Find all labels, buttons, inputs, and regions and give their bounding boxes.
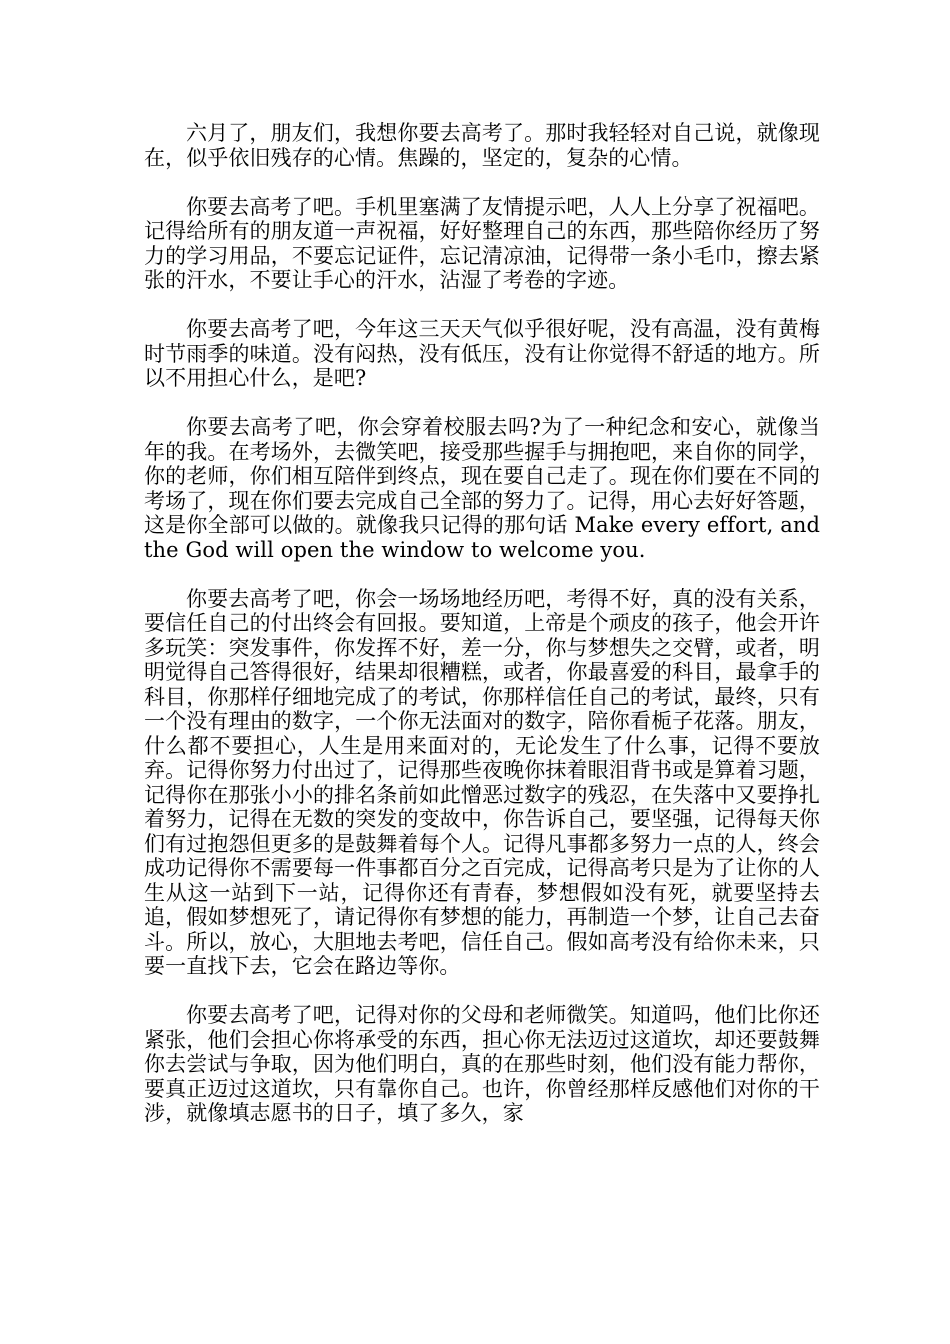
document-body	[144, 121, 820, 1126]
paragraph-2: 你要去高考了吧。手机里塞满了友情提示吧，人人上分享了祝福吧。记得给所有的朋友道一声祝福，好好整理自己的东西，那些陪你经历了努力的学习用品，不要忘记证件，忘记清凉油，记得带一条小毛巾，擦去紧张的汗水，不要让手心的汗水，沾湿了考卷的字迹。	[144, 194, 820, 292]
paragraph-4: 你要去高考了吧，你会穿着校服去吗?为了一种纪念和安心，就像当年的我。在考场外，去微笑吧，接受那些握手与拥抱吧，来自你的同学，你的老师，你们相互陪伴到终点，现在要自己走了。现在你们要在不同的考场了，现在你们要去完成自己全部的努力了。记得，用心去好好答题，这是你全部可以做的。就像我只记得的那句话 Make every effort, and the God will open the window to welcome you.	[144, 415, 820, 562]
paragraph-5: 你要去高考了吧，你会一场场地经历吧，考得不好，真的没有关系，要信任自己的付出终会有回报。要知道，上帝是个顽皮的孩子，他会开许多玩笑：突发事件，你发挥不好，差一分，你与梦想失之交臂，或者，明明觉得自己答得很好，结果却很糟糕，或者，你最喜爱的科目，最拿手的科目，你那样仔细地完成了的考试，你那样信任自己的考试，最终，只有一个没有理由的数字，一个你无法面对的数字，陪你看栀子花落。朋友，什么都不要担心，人生是用来面对的，无论发生了什么事，记得不要放弃。记得你努力付出过了，记得那些夜晚你抹着眼泪背书或是算着习题，记得你在那张小小的排名条前如此憎恶过数字的残忍，在失落中又要挣扎着努力，记得在无数的突发的变故中，你告诉自己，要坚强，记得每天你们有过抱怨但更多的是鼓舞着每个人。记得凡事都多努力一点的人，终会成功记得你不需要每一件事都百分之百完成，记得高考只是为了让你的人生从这一站到下一站，记得你还有青春，梦想假如没有死，就要坚持去追，假如梦想死了，请记得你有梦想的能力，再制造一个梦，让自己去奋斗。所以，放心，大胆地去考吧，信任自己。假如高考没有给你未来，只要一直找下去，它会在路边等你。	[144, 586, 820, 978]
paragraph-3: 你要去高考了吧，今年这三天天气似乎很好呢，没有高温，没有黄梅时节雨季的味道。没有闷热，没有低压，没有让你觉得不舒适的地方。所以不用担心什么，是吧?	[144, 317, 820, 390]
paragraph-6: 你要去高考了吧，记得对你的父母和老师微笑。知道吗，他们比你还紧张，他们会担心你将承受的东西，担心你无法迈过这道坎，却还要鼓舞你去尝试与争取，因为他们明白，真的在那些时刻，他们没有能力帮你，要真正迈过这道坎，只有靠你自己。也许，你曾经那样反感他们对你的干涉，就像填志愿书的日子，填了多久，家	[144, 1003, 820, 1125]
paragraph-1: 六月了，朋友们，我想你要去高考了。那时我轻轻对自己说，就像现在，似乎依旧残存的心情。焦躁的，坚定的，复杂的心情。	[144, 121, 820, 170]
